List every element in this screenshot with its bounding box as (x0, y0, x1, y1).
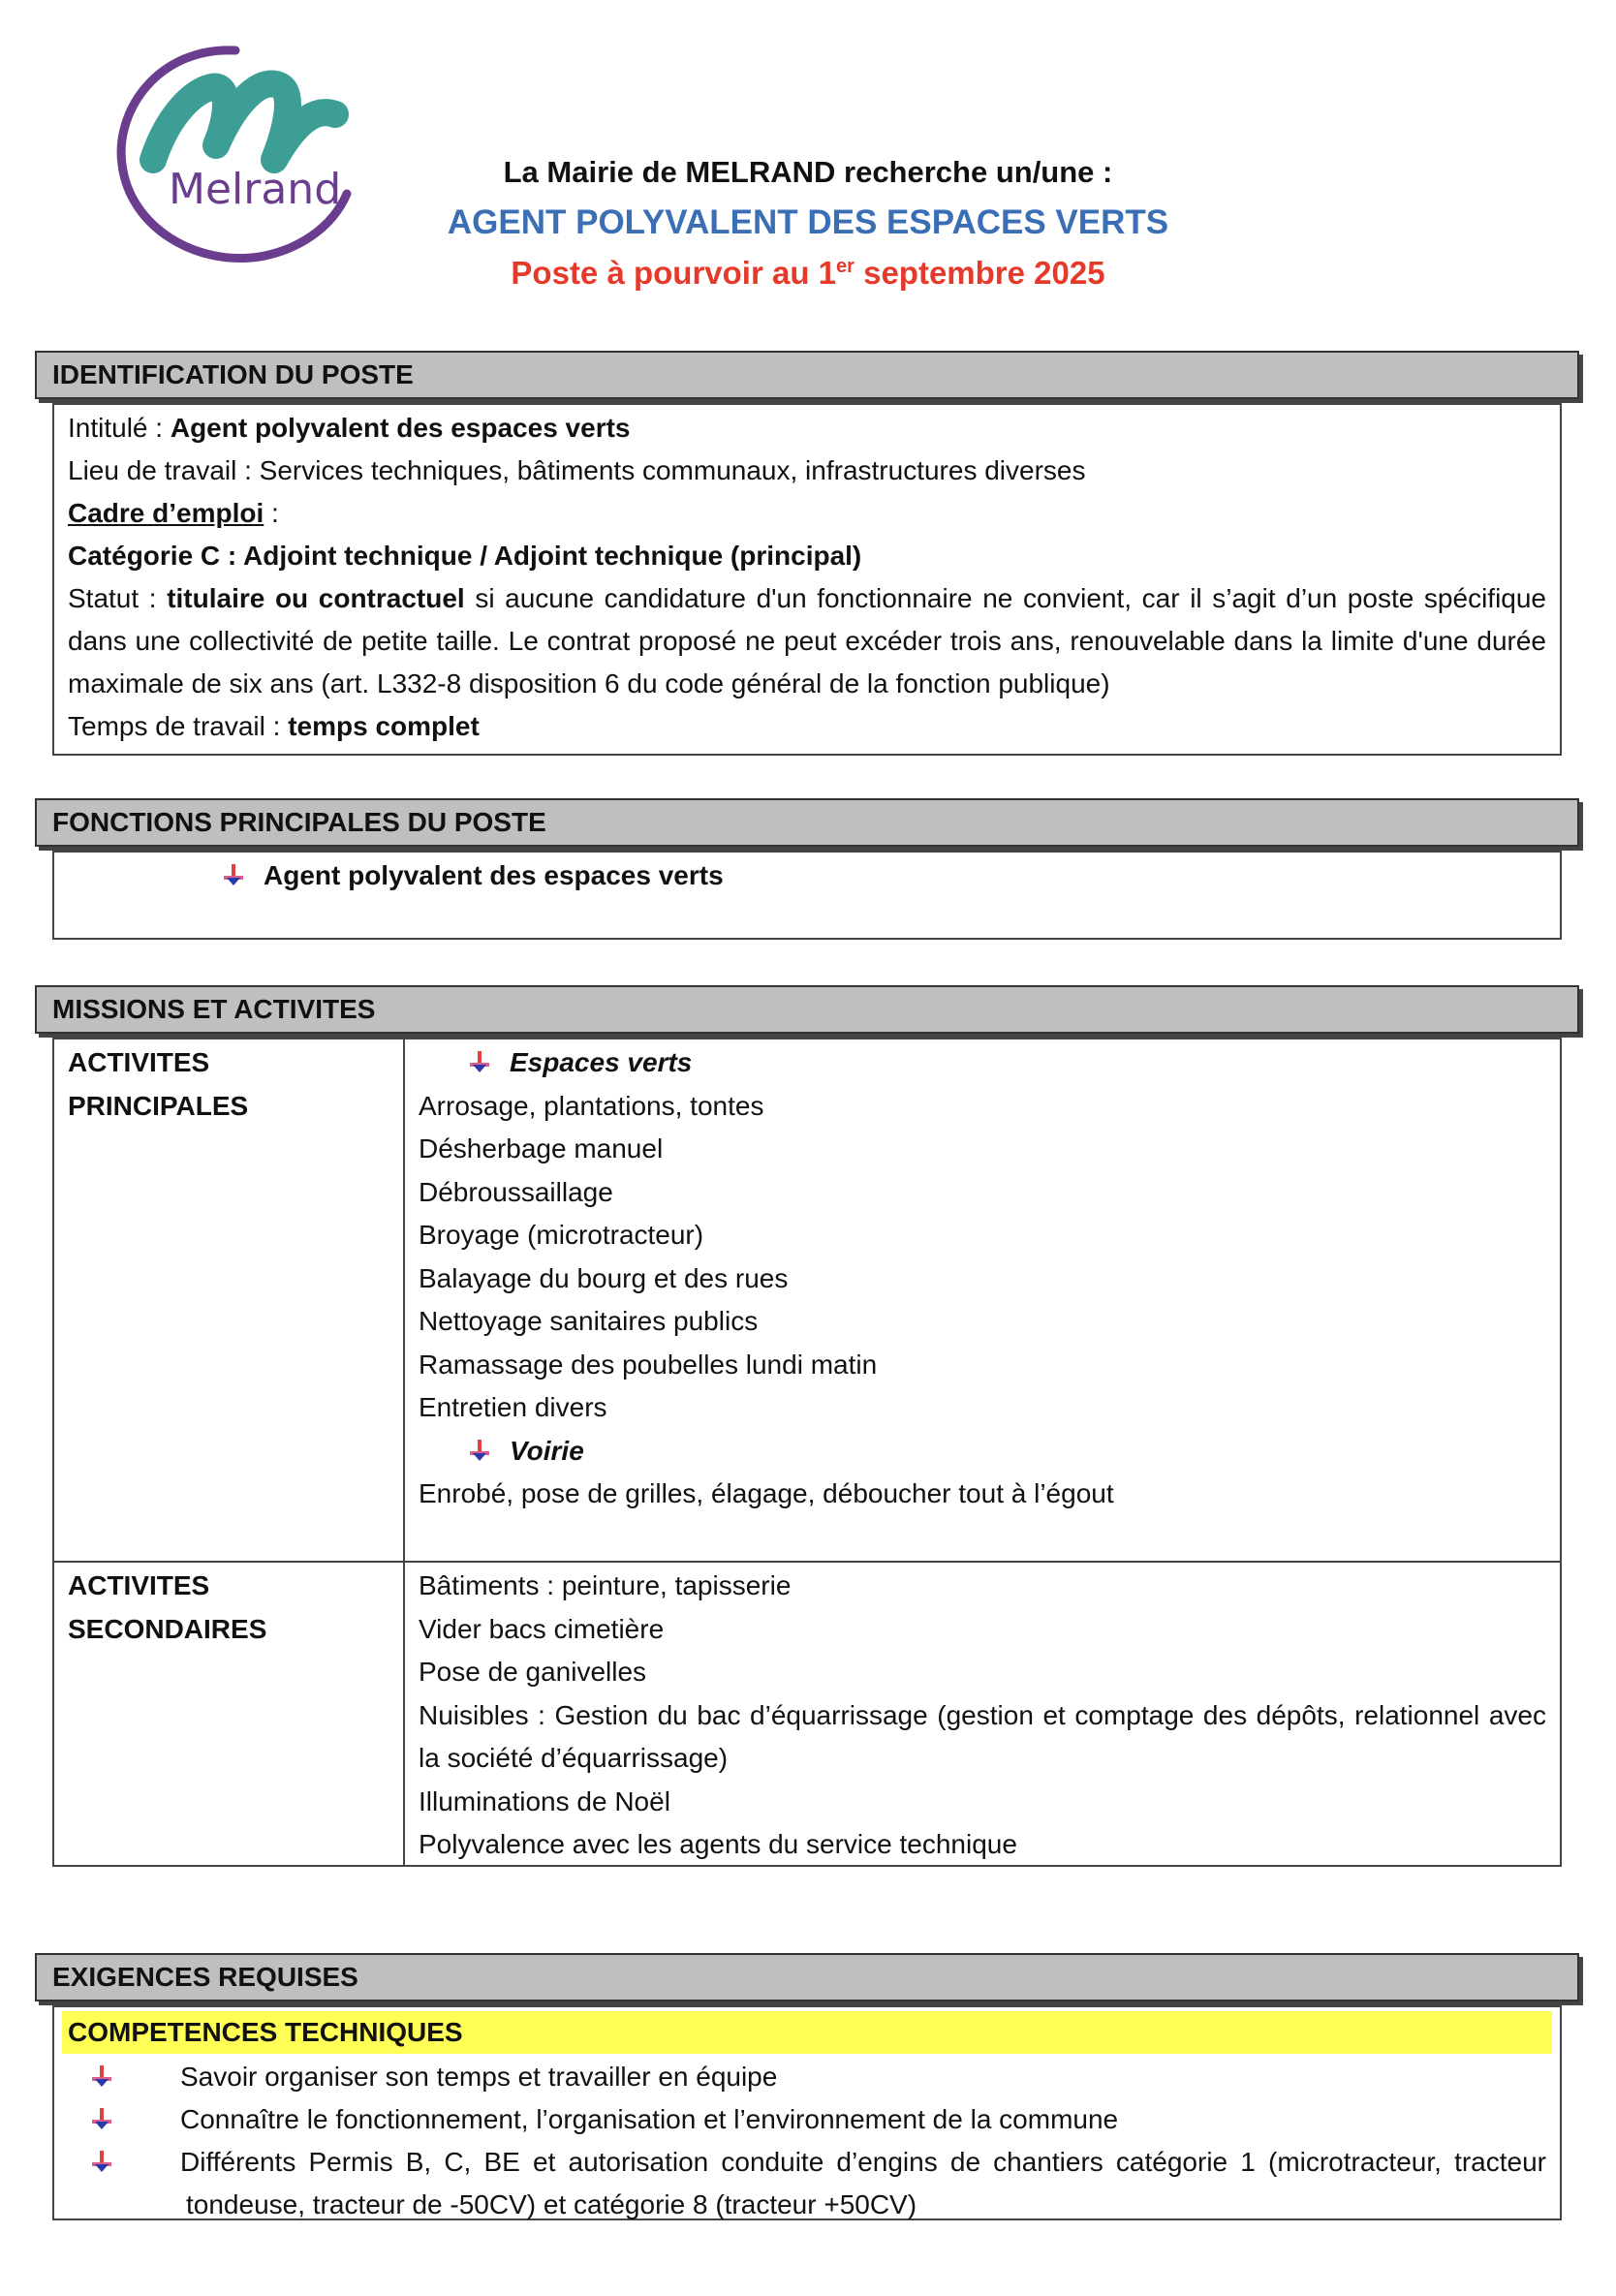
missions-table (52, 1038, 1562, 1867)
requirement-item: Savoir organiser son temps et travailler en équipe (118, 2056, 1546, 2098)
activity-item: Arrosage, plantations, tontes (419, 1090, 764, 1121)
exigences-box (52, 2005, 1562, 2220)
secondaires-content (405, 1563, 1560, 1865)
statut-paragraph: Statut : titulaire ou contractuel si aucune candidature d'un fonctionnaire ne convient, car il s’agit d’un poste spécifique dans une collectivité de petite taille. Le contrat proposé ne peut excéder trois ans, renouvelable dans la limite d'une durée maximale de six ans (art. L332-8 disposition 6 du code général de la fonction publique) (68, 583, 1547, 698)
arrow-bullet-icon (138, 2144, 163, 2169)
arrow-bullet-icon (467, 1433, 492, 1458)
arrow-bullet-icon (138, 2059, 163, 2084)
activity-item: Débroussaillage (419, 1176, 613, 1207)
categorie-line: Catégorie C : Adjoint technique / Adjoint technique (principal) (68, 541, 862, 571)
start-date-line: Poste à pourvoir au 1er septembre 2025 (511, 255, 1105, 291)
missions-row-secondaires (54, 1563, 1560, 1865)
activity-item: Illuminations de Noël (419, 1785, 670, 1816)
voirie-heading: Voirie (419, 1430, 1546, 1474)
section-missions-title: MISSIONS ET ACTIVITES (35, 985, 1579, 1034)
identification-box (52, 403, 1562, 756)
lieu-line: Lieu de travail : Services techniques, bâtiments communaux, infrastructures diverses (68, 455, 1086, 485)
arrow-bullet-icon (221, 857, 246, 883)
section-exigences-title: EXIGENCES REQUISES (35, 1953, 1579, 2001)
section-fonctions-title: FONCTIONS PRINCIPALES DU POSTE (35, 798, 1579, 847)
activity-item: Enrobé, pose de grilles, élagage, déboucher tout à l’égout (419, 1478, 1114, 1508)
activity-item: Broyage (microtracteur) (419, 1220, 704, 1250)
header-recruiter-line: La Mairie de MELRAND recherche un/une : (503, 155, 1113, 189)
temps-line: Temps de travail : temps complet (68, 711, 480, 741)
activity-item: Bâtiments : peinture, tapisserie (419, 1570, 792, 1600)
job-title: AGENT POLYVALENT DES ESPACES VERTS (447, 203, 1169, 241)
principales-label: ACTIVITES PRINCIPALES (54, 1039, 405, 1561)
principales-content (405, 1039, 1560, 1561)
cadre-line: Cadre d’emploi : (68, 498, 279, 528)
activity-item: Vider bacs cimetière (419, 1613, 665, 1644)
fonction-item: Agent polyvalent des espaces verts (264, 860, 724, 890)
activity-item: Balayage du bourg et des rues (419, 1262, 789, 1293)
fonctions-box (52, 851, 1562, 940)
secondaires-label: ACTIVITES SECONDAIRES (54, 1563, 405, 1865)
activity-item: Entretien divers (419, 1392, 607, 1422)
intitule-line: Intitulé : Agent polyvalent des espaces verts (68, 413, 631, 443)
activity-item: Ramassage des poubelles lundi matin (419, 1349, 878, 1380)
arrow-bullet-icon (138, 2101, 163, 2126)
missions-row-principales (54, 1039, 1560, 1563)
section-identification-title: IDENTIFICATION DU POSTE (35, 351, 1579, 399)
activity-item: Pose de ganivelles (419, 1657, 647, 1687)
activity-item: Nuisibles : Gestion du bac d’équarrissage (gestion et comptage des dépôts, relationnel avec la société d’équarrissage) (419, 1699, 1546, 1773)
requirement-item: Différents Permis B, C, BE et autorisation conduite d’engins de chantiers catégorie 1 (microtracteur, tracteur tondeuse, tracteur de -50CV) et catégorie 8 (tracteur +50CV) (118, 2141, 1546, 2226)
requirement-item: Connaître le fonctionnement, l’organisation et l’environnement de la commune (118, 2098, 1546, 2141)
activity-item: Nettoyage sanitaires publics (419, 1306, 759, 1336)
competences-heading: COMPETENCES TECHNIQUES (62, 2011, 1552, 2054)
logo-text: Melrand (169, 165, 342, 214)
activity-item: Polyvalence avec les agents du service technique (419, 1829, 1017, 1859)
activity-item: Désherbage manuel (419, 1133, 664, 1164)
arrow-bullet-icon (467, 1044, 492, 1070)
espaces-verts-heading: Espaces verts (419, 1041, 1546, 1085)
